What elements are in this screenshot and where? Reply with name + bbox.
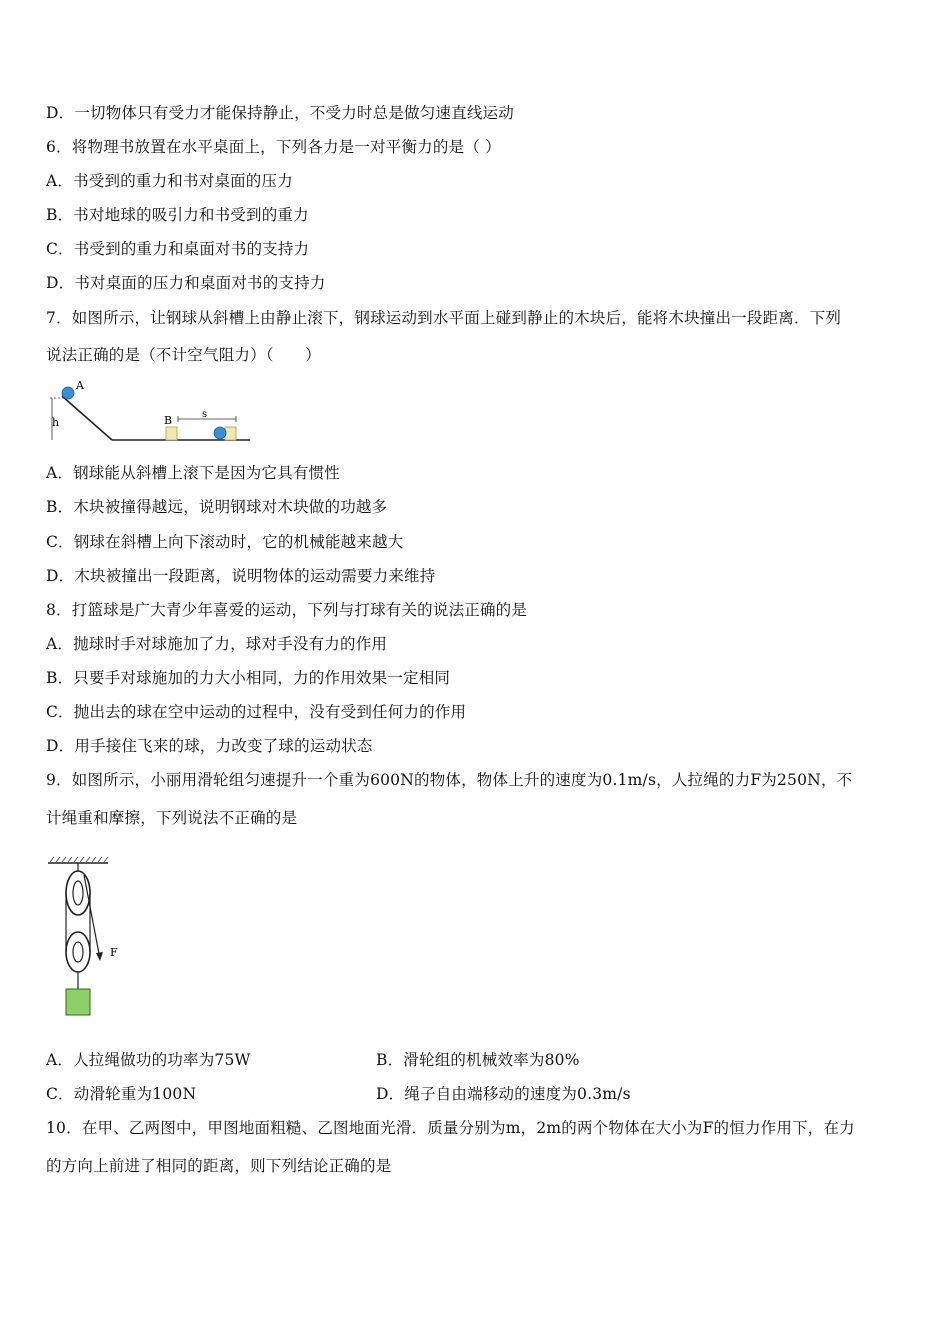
fixed-pulley-inner	[73, 881, 83, 905]
q6-option-a: A．书受到的重力和书对桌面的压力	[46, 172, 293, 190]
label-f: F	[110, 946, 118, 959]
q7-stem-line1: 7．如图所示，让钢球从斜槽上由静止滚下，钢球运动到水平面上碰到静止的木块后，能将木块撞出一段距离．下列	[46, 309, 842, 327]
q7-option-c: C．钢球在斜槽上向下滚动时，它的机械能越来越大	[46, 533, 404, 551]
incline-ball-block-figure	[44, 376, 254, 448]
q6-stem: 6．将物理书放置在水平桌面上，下列各力是一对平衡力的是（ ）	[46, 138, 501, 156]
q9-option-d: D．绳子自由端移动的速度为0.3m/s	[376, 1085, 631, 1103]
q9-stem-line2: 计绳重和摩擦，下列说法不正确的是	[46, 809, 298, 827]
wood-block-end	[225, 427, 236, 440]
hanging-weight	[66, 989, 90, 1015]
q9-option-b: B．滑轮组的机械效率为80%	[376, 1051, 580, 1069]
q8-stem: 8．打篮球是广大青少年喜爱的运动，下列与打球有关的说法正确的是	[46, 601, 528, 619]
q7-option-b: B．木块被撞得越远，说明钢球对木块做的功越多	[46, 498, 388, 516]
force-arrow-head	[96, 952, 103, 961]
q10-stem-line1: 10．在甲、乙两图中，甲图地面粗糙、乙图地面光滑．质量分别为m，2m的两个物体在大小为F的恒力作用下，在力	[46, 1119, 855, 1137]
movable-pulley	[66, 932, 90, 972]
q7-option-a: A．钢球能从斜槽上滚下是因为它具有惯性	[46, 464, 340, 482]
rope-free-end	[84, 875, 100, 959]
q8-option-a: A．抛球时手对球施加了力，球对手没有力的作用	[46, 635, 388, 653]
label-a: A	[76, 379, 84, 392]
q8-option-d: D．用手接住飞来的球，力改变了球的运动状态	[46, 737, 373, 755]
q10-stem-line2: 的方向上前进了相同的距离，则下列结论正确的是	[46, 1157, 392, 1175]
movable-pulley-inner	[73, 942, 83, 962]
steel-ball-bottom	[214, 427, 226, 439]
pulley-system-figure	[44, 855, 134, 1021]
fixed-pulley	[66, 871, 90, 915]
label-b: B	[164, 414, 173, 427]
label-s: s	[202, 409, 208, 420]
q7-option-d: D．木块被撞出一段距离，说明物体的运动需要力来维持	[46, 567, 436, 585]
q9-stem-line1: 9．如图所示，小丽用滑轮组匀速提升一个重为600N的物体，物体上升的速度为0.1m/s，人拉绳的力F为250N，不	[46, 771, 853, 789]
incline-slope	[62, 396, 112, 440]
label-h: h	[52, 416, 60, 429]
q9-option-c: C．动滑轮重为100N	[46, 1085, 197, 1103]
q6-option-b: B．书对地球的吸引力和书受到的重力	[46, 206, 309, 224]
q8-option-c: C．抛出去的球在空中运动的过程中，没有受到任何力的作用	[46, 703, 467, 721]
wood-block-start	[166, 427, 177, 440]
q6-option-d: D．书对桌面的压力和桌面对书的支持力	[46, 274, 326, 292]
q9-option-a: A．人拉绳做功的功率为75W	[46, 1051, 251, 1069]
ceiling-hatching	[50, 857, 108, 862]
q5-option-d: D．一切物体只有受力才能保持静止，不受力时总是做匀速直线运动	[46, 104, 514, 122]
steel-ball-a	[62, 387, 74, 399]
q7-stem-line2: 说法正确的是（不计空气阻力）（ ）	[46, 346, 321, 364]
q6-option-c: C．书受到的重力和桌面对书的支持力	[46, 240, 310, 258]
q8-option-b: B．只要手对球施加的力大小相同，力的作用效果一定相同	[46, 669, 451, 687]
